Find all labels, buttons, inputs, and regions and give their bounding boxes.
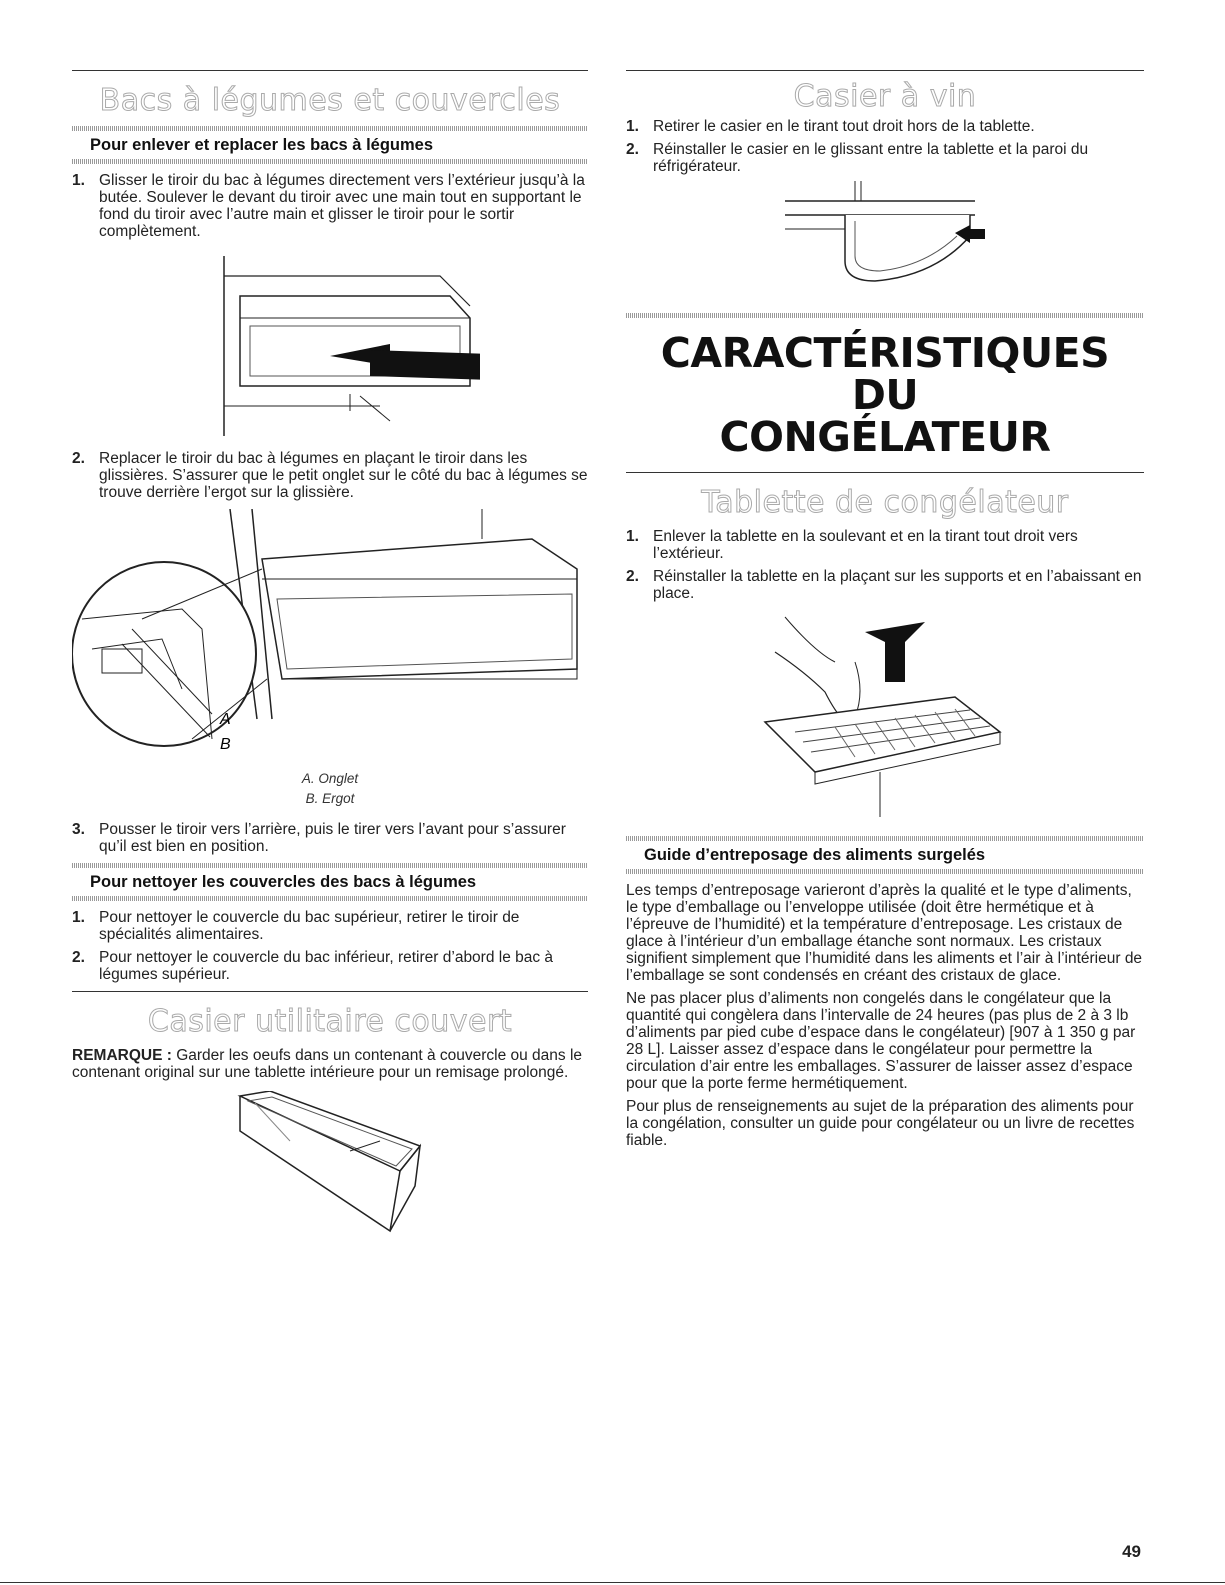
- section-rule: [72, 991, 588, 992]
- crisper-removal-illustration: [180, 246, 480, 436]
- guide-paragraph: Ne pas placer plus d’aliments non congelés dans le congélateur que la quantité qui congèlera dans l’intervalle de 24 heures (pas plus de 2 à 3 lb d’aliments par pied cube d’espace dans le congélateur) [907 à 1 350 g par 28 L]. Laisser assez d’espace dans le congélateur pour permettre la circulation d’air entre les emballages. S’assurer de laisser assez d’espace pour que la porte ferme hermétiquement.: [626, 990, 1136, 1092]
- list-item: 1. Pour nettoyer le couvercle du bac supérieur, retirer le tiroir de spécialités alimentaires.: [72, 909, 520, 943]
- wine-steps-list: [626, 118, 1144, 175]
- hatch-divider: [72, 896, 588, 901]
- frozen-storage-guide-heading: Guide d’entreposage des aliments surgelés: [644, 846, 986, 864]
- bottom-rule: [0, 1582, 1225, 1583]
- section-rule: [626, 472, 1144, 473]
- hatch-divider: [626, 313, 1144, 318]
- list-item: 2. Replacer le tiroir du bac à légumes en plaçant le tiroir dans les glissières. S’assurer que le petit onglet sur le côté du bac à légumes se trouve derrière l’ergot sur la glissière.: [72, 450, 588, 501]
- wine-rack-title: Casier à vin: [793, 79, 977, 114]
- hatch-divider: [626, 869, 1144, 874]
- page-number: 49: [1122, 1542, 1141, 1561]
- clean-steps-list: [72, 909, 588, 983]
- guide-paragraph: Les temps d’entreposage varieront d’après la qualité et le type d’aliments, le type d’emballage ou l’enveloppe utilisée (doit être hermétique et à l’épreuve de l’humidité) et la température d’entreposage. Les cristaux de glace à l’intérieur d’un emballage étanche sont normaux. Les cristaux signifient simplement que l’humidité dans les aliments et l’air à l’intérieur de l’emballage se sont condensés en créant des cristaux de glace.: [626, 882, 1143, 984]
- crisper-tab-illustration: [72, 509, 588, 759]
- wine-rack-illustration: [785, 181, 985, 291]
- remove-steps-list-cont: [72, 450, 588, 501]
- utility-bin-title: Casier utilitaire couvert: [147, 1004, 513, 1039]
- list-item: 1. Retirer le casier en le tirant tout droit hors de la tablette.: [626, 118, 1035, 135]
- callout-b: B: [220, 736, 231, 753]
- hatch-divider: [72, 159, 588, 164]
- left-column: [72, 70, 588, 1241]
- freezer-features-title: CARACTÉRISTIQUES DU CONGÉLATEUR: [660, 329, 1110, 461]
- guide-paragraph: Pour plus de renseignements au sujet de la préparation des aliments pour la congélation, consulter un guide pour congélateur ou un livre de recettes fiable.: [626, 1098, 1135, 1149]
- list-item: 2. Réinstaller la tablette en la plaçant sur les supports et en l’abaissant en place.: [626, 568, 1142, 602]
- caption-b: B. Ergot: [305, 791, 355, 806]
- caption-a: A. Onglet: [301, 771, 359, 786]
- remove-steps-list-end: [72, 821, 588, 855]
- list-item: 2. Pour nettoyer le couvercle du bac inférieur, retirer d’abord le bac à légumes supérieur.: [72, 949, 554, 983]
- shelf-steps-list: [626, 528, 1144, 602]
- top-rule: [72, 70, 588, 71]
- list-item: 1. Glisser le tiroir du bac à légumes directement vers l’extérieur jusqu’à la butée. Soulever le devant du tiroir avec une main tout en supportant le fond du tiroir avec l’autre main et glisser le tiroir pour le sortir complètement.: [72, 172, 585, 240]
- freezer-shelf-title: Tablette de congélateur: [701, 485, 1069, 520]
- list-item: 2. Réinstaller le casier en le glissant entre la tablette et la paroi du réfrigérateur.: [626, 141, 1089, 175]
- remove-steps-list: [72, 172, 588, 240]
- list-item: 3. Pousser le tiroir vers l’arrière, puis le tirer vers l’avant pour s’assurer qu’il est bien en position.: [72, 821, 566, 855]
- callout-a: A: [220, 711, 231, 728]
- utility-bin-illustration: [230, 1091, 430, 1241]
- clean-lids-heading: Pour nettoyer les couvercles des bacs à légumes: [90, 873, 477, 891]
- crisper-section-title: Bacs à légumes et couvercles: [99, 83, 561, 118]
- right-column: [626, 70, 1144, 1155]
- guide-body: [626, 882, 1144, 1149]
- top-rule: [626, 70, 1144, 71]
- remove-crisper-heading: Pour enlever et replacer les bacs à légumes: [90, 136, 434, 154]
- list-item: 1. Enlever la tablette en la soulevant et en la tirant tout droit vers l’extérieur.: [626, 528, 1078, 562]
- freezer-shelf-illustration: [755, 612, 1015, 822]
- remark-paragraph: REMARQUE : Garder les oeufs dans un contenant à couvercle ou dans le contenant original sur une tablette intérieure pour un remisage prolongé.: [72, 1047, 583, 1081]
